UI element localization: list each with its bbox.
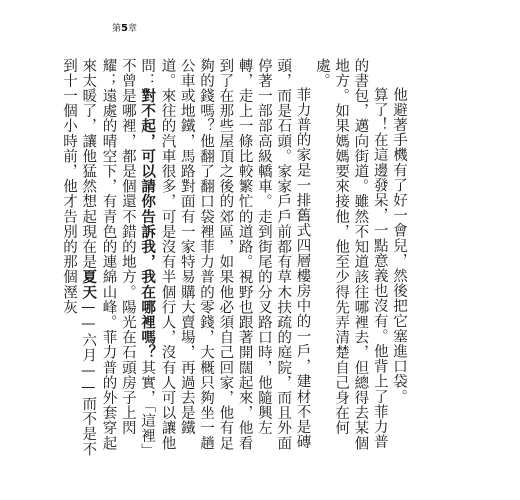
paragraph-text: 算了！在這邊發呆，一點意義也沒有。他背上了菲力普的書包，邁向街道。雖然不知道該往哪裡去，但總得去某個地方。如果媽媽要來接他，他至少得先弄清楚自己身在何處。: [313, 58, 388, 451]
paragraph-2: [312, 58, 389, 460]
paragraph-text: 其實，「這裡」不曾是哪裡，都是個還不錯的地方。陽光在石頭房子上閃耀；遠處的晴空下，有青色的連綿山峰。菲力普的外套穿起來太暖了，讓他猛然想起現在是: [80, 58, 156, 459]
vertical-text-body: [60, 58, 408, 460]
paragraph-text: 他避著手機有了好一會兒，然後把它塞進口袋。: [391, 87, 407, 405]
paragraph-text: 菲力普的家是一排舊式四層樓房中的一戶，建材不是磚頭，而是石頭。家家戶戶前都有草木扶疏的庭院，而且外面停著一部部高級轎車。走到街尾的分叉路口時，他隨興左轉，走上一條比較繁忙的道路。視野也跟著開闊起來，他看到了在那些屋頂之後的郊區，如果他必須自己回家，他有足夠的錢嗎？他翻了翻口袋裡菲力普的零錢，大概只夠坐一趟公車或地鐵，馬路對面有一家特易購大賣場，再過去是鐵道。來往的汽車很多，可是沒有半個行人，沒有人可以讓他問：: [139, 58, 311, 451]
paragraph-text: ——六月——而不是不到十一個小時前，他才告別的那個溼灰: [60, 58, 97, 457]
page-header: [112, 24, 137, 34]
bold-question-text: 對不起，可以請你告訴我，我在哪裡嗎？: [139, 88, 157, 361]
bold-summer-text: 夏天: [80, 269, 98, 300]
paragraph-1: [389, 58, 408, 460]
chapter-number: 5: [121, 23, 128, 34]
chapter-prefix: 第: [112, 24, 122, 34]
chapter-suffix: 章: [127, 24, 137, 34]
paragraph-3: [59, 58, 312, 460]
